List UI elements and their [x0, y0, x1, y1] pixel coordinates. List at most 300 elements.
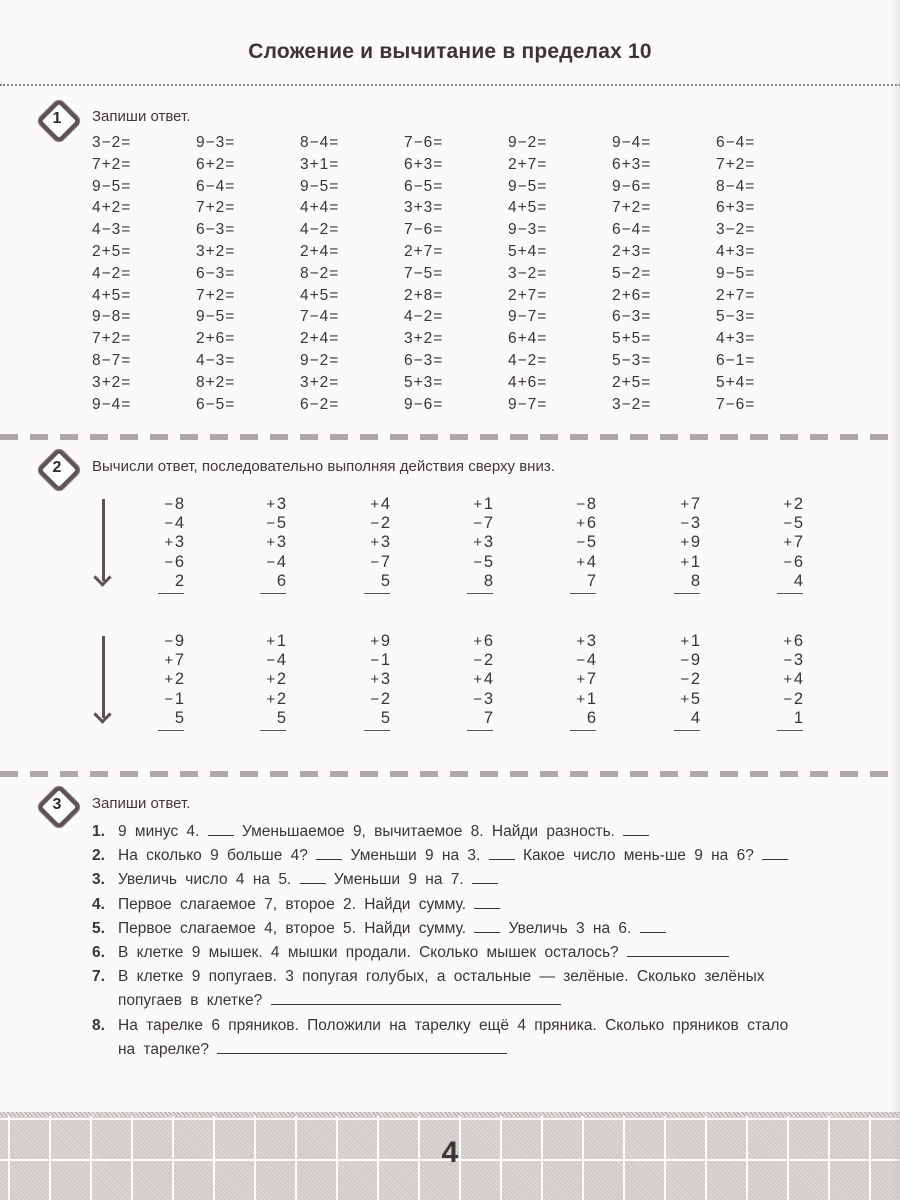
- operand: 6: [276, 571, 286, 590]
- operand: 4: [276, 651, 286, 670]
- calculation-chain: [763, 495, 803, 594]
- expression: 3+2=: [404, 330, 444, 348]
- operand: 2: [276, 689, 286, 708]
- operator: −: [370, 515, 380, 533]
- expression: 2+4=: [300, 242, 340, 260]
- answer-blank[interactable]: [316, 845, 342, 860]
- answer-blank[interactable]: [208, 821, 234, 836]
- operator: +: [783, 633, 793, 650]
- operand: 2: [793, 495, 803, 513]
- expression: 3+2=: [300, 373, 340, 391]
- operator: +: [576, 633, 586, 650]
- answer-blank[interactable]: [623, 821, 649, 836]
- operand: 8: [483, 571, 493, 590]
- operand: 5: [276, 708, 286, 727]
- answer-line[interactable]: [777, 593, 803, 594]
- chain-step: [556, 670, 596, 689]
- answer-line[interactable]: [260, 730, 286, 731]
- operator: +: [576, 553, 586, 571]
- problem-number: 3.: [92, 871, 105, 889]
- chain-step: [660, 632, 700, 651]
- operator: +: [680, 690, 690, 708]
- chain-step: [350, 670, 390, 689]
- operator: +: [783, 671, 793, 689]
- operand: 7: [380, 552, 390, 571]
- chain-step: [246, 495, 286, 514]
- chain-step: [763, 709, 803, 728]
- operator: +: [576, 515, 586, 533]
- chain-step: [246, 572, 286, 591]
- chain-step: [350, 709, 390, 728]
- chain-step: [144, 495, 184, 514]
- problem-text: 9 минус 4.: [118, 823, 200, 840]
- expression: 6−4=: [196, 177, 236, 195]
- operand: 5: [276, 514, 286, 533]
- operand: 4: [276, 552, 286, 571]
- expression: 2+5=: [92, 242, 132, 260]
- calculation-chain: [246, 632, 286, 731]
- problem-text: На тарелке 6 пряников. Положили на тарелку ещё 4 пряника. Сколько пряников стало на тарелке?: [118, 1016, 789, 1058]
- calculation-chain: [246, 495, 286, 594]
- problem-number: 1.: [92, 823, 105, 840]
- operand: 5: [483, 552, 493, 571]
- chain-step: [350, 495, 390, 514]
- operator: −: [266, 515, 276, 533]
- operator: +: [680, 496, 690, 513]
- operand: 1: [276, 632, 286, 650]
- operand: 6: [483, 632, 493, 650]
- operand: 3: [380, 670, 390, 689]
- answer-blank[interactable]: [474, 918, 500, 933]
- operator: +: [266, 496, 276, 513]
- problem-text: В клетке 9 мышек. 4 мышки продали. Сколько мышек осталось?: [118, 944, 619, 962]
- chain-step: [453, 670, 493, 689]
- operator: +: [266, 534, 276, 552]
- operator: +: [680, 534, 690, 552]
- expression: 2+5=: [612, 373, 652, 391]
- expression: 7−6=: [716, 395, 756, 413]
- operator: −: [164, 496, 174, 513]
- chain-step: [660, 495, 700, 514]
- chain-step: [556, 651, 596, 670]
- operand: 1: [483, 495, 493, 513]
- expression: 9−6=: [612, 177, 652, 195]
- operand: 3: [483, 689, 493, 708]
- operator: −: [370, 652, 380, 670]
- operand: 9: [174, 632, 184, 650]
- expression: 9−3=: [196, 134, 236, 151]
- expression: 6+3=: [404, 155, 444, 173]
- down-arrow-icon: [96, 499, 110, 587]
- expression: 5−3=: [612, 351, 652, 369]
- chain-step: [763, 670, 803, 689]
- operand: 4: [380, 495, 390, 513]
- chain-step: [660, 651, 700, 670]
- expression: 6−1=: [716, 351, 756, 369]
- expression: 8−4=: [716, 177, 756, 195]
- page-edge-shadow: [890, 0, 900, 1200]
- operator: −: [473, 690, 483, 708]
- chain-step: [350, 553, 390, 572]
- expression: 4+5=: [92, 286, 132, 304]
- expression: 5−2=: [612, 264, 652, 282]
- operator: +: [473, 671, 483, 689]
- problem-text: Первое слагаемое 4, второе 5. Найди сумму.: [118, 919, 467, 937]
- chain-step: [246, 632, 286, 651]
- expression: 4+6=: [508, 373, 548, 391]
- expression: 4−3=: [196, 351, 236, 369]
- word-problem: [92, 1014, 792, 1062]
- chain-step: [556, 632, 596, 651]
- chain-step: [144, 690, 184, 709]
- operator: +: [370, 534, 380, 552]
- answer-line[interactable]: [570, 593, 596, 594]
- chain-step: [556, 495, 596, 514]
- expression: 9−2=: [508, 134, 548, 151]
- calculation-chain: [144, 495, 184, 594]
- operator: −: [783, 690, 793, 708]
- operator: −: [266, 553, 276, 571]
- operand: 1: [174, 689, 184, 708]
- operand: 1: [690, 552, 700, 571]
- expression: 7+2=: [716, 155, 756, 173]
- expression: 6−3=: [196, 221, 236, 239]
- operand: 5: [586, 533, 596, 552]
- chain-step: [453, 690, 493, 709]
- operator: +: [680, 553, 690, 571]
- problem-number: 8.: [92, 1016, 105, 1034]
- operand: 7: [690, 495, 700, 513]
- expression: 8+2=: [196, 373, 236, 391]
- expression: 2+8=: [404, 286, 444, 304]
- chain-step: [350, 533, 390, 552]
- word-problem: [92, 893, 792, 917]
- chain-step: [660, 514, 700, 533]
- chain-step: [453, 514, 493, 533]
- operand: 2: [276, 670, 286, 689]
- expression: 6−3=: [612, 308, 652, 326]
- answer-blank[interactable]: [472, 869, 498, 884]
- expression: 3+2=: [92, 373, 132, 391]
- chain-step: [763, 495, 803, 514]
- operator: −: [783, 652, 793, 670]
- chain-step: [763, 572, 803, 591]
- operand: 4: [793, 670, 803, 689]
- operand: 3: [174, 533, 184, 552]
- chain-step: [246, 690, 286, 709]
- operand: 9: [380, 632, 390, 650]
- answer-blank[interactable]: [627, 942, 729, 957]
- calculation-chain: [453, 495, 493, 594]
- title-divider: [0, 84, 900, 86]
- operand: 3: [793, 651, 803, 670]
- operand: 6: [586, 514, 596, 533]
- operator: +: [370, 633, 380, 650]
- expression: 7+2=: [612, 199, 652, 217]
- chain-step: [144, 553, 184, 572]
- expression: 4−2=: [92, 264, 132, 282]
- answer-line[interactable]: [364, 593, 390, 594]
- operand: 5: [793, 514, 803, 533]
- operand: 2: [793, 689, 803, 708]
- operand: 2: [690, 670, 700, 689]
- expression: 5+3=: [404, 373, 444, 391]
- chain-step: [350, 514, 390, 533]
- operator: −: [473, 515, 483, 533]
- expression: 2+3=: [612, 242, 652, 260]
- expression: 6−4=: [716, 134, 756, 151]
- chain-step: [660, 690, 700, 709]
- operand: 5: [174, 708, 184, 727]
- operand: 7: [483, 514, 493, 533]
- operator: −: [576, 534, 586, 552]
- operator: +: [473, 633, 483, 650]
- expression: 7−6=: [404, 134, 444, 151]
- operand: 1: [690, 632, 700, 650]
- down-arrow-icon: [96, 636, 110, 724]
- chain-step: [453, 632, 493, 651]
- expression: 7+2=: [92, 155, 132, 173]
- expression: 9−4=: [92, 395, 132, 413]
- answer-line[interactable]: [158, 730, 184, 731]
- expression: 9−5=: [196, 308, 236, 326]
- expression: 9−4=: [612, 134, 652, 151]
- operand: 7: [586, 571, 596, 590]
- operand: 2: [380, 689, 390, 708]
- chain-step: [350, 572, 390, 591]
- expression: 4−2=: [404, 308, 444, 326]
- expression: 5−3=: [716, 308, 756, 326]
- operator: +: [783, 496, 793, 513]
- word-problem: [92, 941, 792, 965]
- operand: 4: [690, 708, 700, 727]
- answer-line[interactable]: [467, 593, 493, 594]
- chain-step: [246, 514, 286, 533]
- calculation-chain: [556, 632, 596, 731]
- operand: 3: [276, 495, 286, 513]
- word-problem: [92, 844, 792, 868]
- expression: 6−4=: [612, 221, 652, 239]
- answer-line[interactable]: [674, 593, 700, 594]
- calculation-chain: [556, 495, 596, 594]
- operand: 3: [483, 533, 493, 552]
- chain-step: [453, 572, 493, 591]
- operand: 8: [174, 495, 184, 513]
- expression: 4+3=: [716, 242, 756, 260]
- answer-line[interactable]: [777, 730, 803, 731]
- expression: 3+2=: [196, 242, 236, 260]
- answer-blank[interactable]: [640, 918, 666, 933]
- chain-step: [556, 572, 596, 591]
- expression: 9−5=: [716, 264, 756, 282]
- operator: −: [266, 652, 276, 670]
- expression: 7−6=: [404, 221, 444, 239]
- expression: 8−7=: [92, 351, 132, 369]
- chain-step: [763, 632, 803, 651]
- operand: 1: [793, 708, 803, 727]
- operand: 8: [586, 495, 596, 513]
- operator: −: [783, 553, 793, 571]
- chain-step: [556, 709, 596, 728]
- chain-step: [556, 533, 596, 552]
- operator: −: [576, 652, 586, 670]
- expression: 4−2=: [300, 221, 340, 239]
- task-3-word-problems: [92, 820, 792, 1062]
- task-1-instruction: Запиши ответ.: [92, 108, 191, 125]
- operator: −: [576, 496, 586, 513]
- problem-text: На сколько 9 больше 4?: [118, 847, 308, 865]
- answer-line[interactable]: [158, 593, 184, 594]
- expression: 4+5=: [508, 199, 548, 217]
- answer-line[interactable]: [570, 730, 596, 731]
- expression: 6−3=: [196, 264, 236, 282]
- chain-step: [763, 553, 803, 572]
- operator: −: [164, 633, 174, 650]
- operand: 3: [586, 632, 596, 650]
- expression: 5+4=: [508, 242, 548, 260]
- expression: 9−5=: [92, 177, 132, 195]
- expression: 6−5=: [196, 395, 236, 413]
- expression: 6+3=: [612, 155, 652, 173]
- operator: +: [473, 496, 483, 513]
- chain-step: [246, 553, 286, 572]
- problem-text: Какое число мень-ше 9 на 6?: [522, 847, 754, 865]
- chain-step: [660, 533, 700, 552]
- chain-step: [246, 533, 286, 552]
- expression: 9−7=: [508, 308, 548, 326]
- task-3-badge-icon: 3: [38, 786, 72, 820]
- answer-line[interactable]: [260, 593, 286, 594]
- expression: 9−8=: [92, 308, 132, 326]
- operator: +: [783, 534, 793, 552]
- chain-step: [556, 690, 596, 709]
- chain-step: [350, 632, 390, 651]
- operand: 9: [690, 651, 700, 670]
- chain-step: [144, 670, 184, 689]
- operator: −: [680, 671, 690, 689]
- operand: 7: [174, 651, 184, 670]
- chain-step: [453, 533, 493, 552]
- operand: 3: [690, 514, 700, 533]
- answer-blank[interactable]: [489, 845, 515, 860]
- operand: 7: [793, 533, 803, 552]
- expression: 2+7=: [508, 155, 548, 173]
- operand: 2: [174, 571, 184, 590]
- expression: 4+3=: [716, 330, 756, 348]
- operand: 1: [586, 689, 596, 708]
- calculation-chain: [350, 632, 390, 731]
- operand: 7: [586, 670, 596, 689]
- word-problem: [92, 965, 792, 1013]
- answer-blank[interactable]: [474, 894, 500, 909]
- expression: 2+7=: [404, 242, 444, 260]
- expression: 3−2=: [612, 395, 652, 413]
- operator: −: [164, 515, 174, 533]
- expression: 9−5=: [300, 177, 340, 195]
- operator: +: [266, 690, 276, 708]
- operator: +: [473, 534, 483, 552]
- operator: −: [473, 652, 483, 670]
- answer-line[interactable]: [364, 730, 390, 731]
- operator: +: [164, 534, 174, 552]
- word-problem: [92, 820, 792, 844]
- word-problem: [92, 868, 792, 892]
- expression: 3−2=: [92, 134, 132, 151]
- problem-text: Увеличь 3 на 6.: [508, 919, 632, 937]
- operand: 5: [380, 571, 390, 590]
- expression: 4+4=: [300, 199, 340, 217]
- operand: 4: [586, 552, 596, 571]
- chain-step: [350, 690, 390, 709]
- problem-number: 7.: [92, 968, 105, 986]
- chain-step: [556, 553, 596, 572]
- task-1-expression-grid: [92, 134, 820, 417]
- expression: 2+6=: [612, 286, 652, 304]
- expression: 5+4=: [716, 373, 756, 391]
- chain-step: [763, 651, 803, 670]
- operator: +: [370, 496, 380, 513]
- chain-step: [556, 514, 596, 533]
- chain-step: [246, 709, 286, 728]
- expression: 6+2=: [196, 155, 236, 173]
- operator: −: [370, 553, 380, 571]
- expression: 4−2=: [508, 351, 548, 369]
- expression: 7+2=: [196, 199, 236, 217]
- expression: 6−3=: [404, 351, 444, 369]
- operand: 5: [380, 708, 390, 727]
- word-problem: [92, 917, 792, 941]
- operand: 4: [174, 514, 184, 533]
- answer-blank[interactable]: [217, 1039, 507, 1054]
- task-3-instruction: Запиши ответ.: [92, 795, 191, 812]
- operand: 4: [586, 651, 596, 670]
- answer-line[interactable]: [467, 730, 493, 731]
- operand: 2: [380, 514, 390, 533]
- problem-text: Уменьши 9 на 3.: [350, 847, 481, 865]
- chain-step: [763, 533, 803, 552]
- problem-text: В клетке 9 попугаев. 3 попугая голубых, а остальные — зелёные. Сколько зелёных попугаев в клетке?: [118, 968, 765, 1010]
- expression: 6−5=: [404, 177, 444, 195]
- answer-blank[interactable]: [271, 990, 561, 1005]
- operand: 6: [586, 708, 596, 727]
- operator: +: [266, 671, 276, 689]
- problem-number: 2.: [92, 847, 105, 865]
- expression: 6+4=: [508, 330, 548, 348]
- answer-line[interactable]: [674, 730, 700, 731]
- expression: 7−5=: [404, 264, 444, 282]
- expression: 8−2=: [300, 264, 340, 282]
- task-2-badge-icon: 2: [38, 449, 72, 483]
- expression: 5+5=: [612, 330, 652, 348]
- expression: 9−6=: [404, 395, 444, 413]
- answer-blank[interactable]: [300, 869, 326, 884]
- expression: 4+2=: [92, 199, 132, 217]
- calculation-chain: [763, 632, 803, 731]
- section-divider: [0, 771, 900, 777]
- expression: 2+7=: [716, 286, 756, 304]
- chain-step: [246, 651, 286, 670]
- chain-step: [144, 709, 184, 728]
- operator: −: [164, 690, 174, 708]
- chain-step: [246, 670, 286, 689]
- expression: 7+2=: [196, 286, 236, 304]
- task-2-chain-row-2: [0, 632, 900, 742]
- operator: −: [473, 553, 483, 571]
- answer-blank[interactable]: [762, 845, 788, 860]
- chain-step: [660, 572, 700, 591]
- operand: 1: [380, 651, 390, 670]
- task-2-chain-row-1: [0, 495, 900, 605]
